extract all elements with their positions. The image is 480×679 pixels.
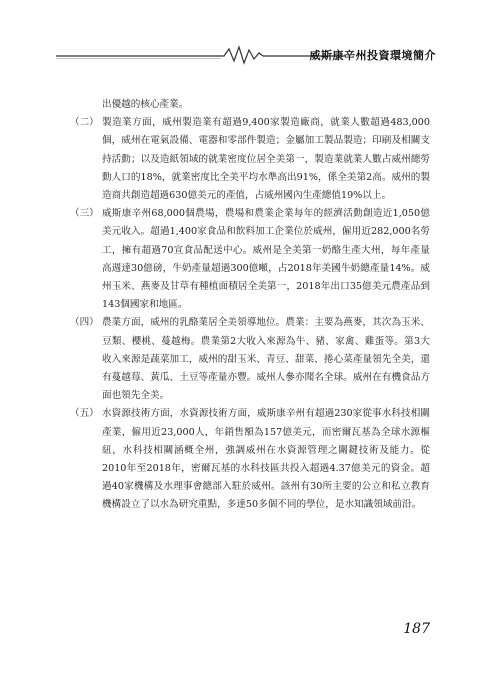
list-item xyxy=(70,114,430,205)
list-item xyxy=(70,314,430,405)
item-label: （二） xyxy=(70,117,99,129)
heartbeat-line-icon xyxy=(56,44,346,66)
item-text: 製造業方面，威州製造業有超過9,400家製造廠商，就業人數超過483,000個，威州在電氣設備、電器和零部件製造；金屬加工製品製造；印刷及相關支持活動；以及造紙領域的就業密度位居全美第一，製造業就業人數占威州總勞動人口的18%，就業密度比全美平均水準高出91%，係全美第2高。威州的製造商共創造超過630億美元的產值，占威州國內生產總值19%以上。 xyxy=(102,117,430,202)
list-item xyxy=(70,205,430,314)
item-label: （四） xyxy=(70,317,99,329)
item-text: 農業方面，威州的乳酪業居全美領導地位。農業：主要為燕麥，其次為玉米、豆類、櫻桃、蔓越梅。農業第2大收入來源為牛、豬、家禽、雞蛋等。第3大收入來源是蔬菜加工，威州的甜玉米、青豆、甜菜、捲心菜產量領先全美，還有蔓越莓、黃瓜、土豆等產量亦豐。威州人參亦聞名全球。威州在有機食品方面也領先全美。 xyxy=(102,317,430,402)
item-text: 水資源技術方面，水資源技術方面，威斯康辛州有超過230家從事水科技相關產業，僱用近23,000人，年銷售額為157億美元，而密爾瓦基為全球水源樞紐，水科技相關涵概全州，強調威州在水資源管理之關鍵技術及能力。從2010年至2018年，密爾瓦基的水科技區共投入超過4.37億美元的資金。超過40家機構及水理事會總部入駐於威州。該州有30所主要的公立和私立教育機構設立了以水為研究重點，多達50多個不同的學位，是水知識領域前沿。 xyxy=(102,408,430,511)
item-label: （五） xyxy=(70,408,99,420)
document-body xyxy=(70,96,430,515)
page-header xyxy=(56,44,436,66)
intro-paragraph: 出優越的核心產業。 xyxy=(102,99,189,110)
header-title: 威斯康辛州投資環境簡介 xyxy=(309,49,436,62)
item-text: 威斯康辛州68,000個農場，農場和農業企業每年的經濟活動創造近1,050億美元收入。超過1,400家食品和飲料加工企業位於威州，僱用近282,000名勞工，擁有超過70宣食品配送中心。威州是全美第一奶酪生產大州，每年產量高週達30億磅，牛奶產量超過300億噸，占2018年美國牛奶總產量14%。威州玉米、燕麥及甘草有種植面積居全美第一，2018年出口35億美元農產品到143個國家和地區。 xyxy=(102,208,430,311)
item-label: （三） xyxy=(70,208,99,220)
page-number: 187 xyxy=(403,621,430,637)
list-item xyxy=(70,405,430,514)
